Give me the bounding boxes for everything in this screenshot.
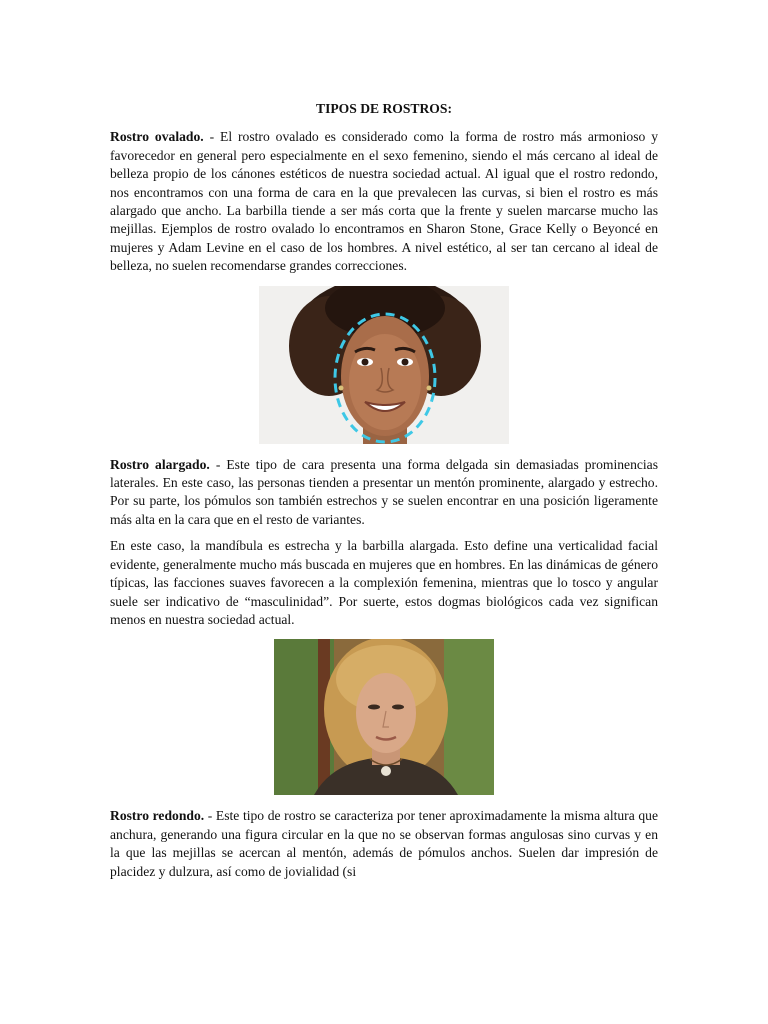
paragraph-alargado-1 bbox=[110, 456, 658, 530]
heading-rostro-ovalado: Rostro ovalado. bbox=[110, 129, 204, 145]
long-face-illustration bbox=[274, 639, 494, 795]
heading-rostro-redondo: Rostro redondo. bbox=[110, 808, 205, 824]
paragraph-ovalado bbox=[110, 128, 658, 275]
paragraph-alargado-2: En este caso, la mandíbula es estrecha y la barbilla alargada. Esto define una verticalidad facial evidente, generalmente mucho más buscada en mujeres que en hombres. En las dinámicas de género típicas, las facciones suaves favorecen a la complexión femenina, mientras que lo tosco y angular suele ser indicativo de “masculinidad”. Por suerte, estos dogmas biológicos cada vez significan menos en nuestra sociedad actual. bbox=[110, 538, 658, 627]
paragraph-redondo bbox=[110, 807, 658, 881]
text-rostro-ovalado: - El rostro ovalado es considerado como la forma de rostro más armonioso y favorecedor en general pero especialmente en el sexo femenino, siendo el más cercano al ideal de belleza propio de los cánones estéticos de nuestra sociedad actual. Al igual que el rostro redondo, nos encontramos con una forma de cara en la que prevalecen las curvas, si bien el rostro es más alargado que ancho. La barbilla tiende a ser más corta que la frente y suelen marcarse mucho las mejillas. Ejemplos de rostro ovalado lo encontramos en Sharon Stone, Grace Kelly o Beyoncé en mujeres y Adam Levine en el caso de los hombres. A nivel estético, al ser tan cercano al ideal de belleza, no suelen recomendarse grandes correcciones. bbox=[110, 129, 658, 274]
document-title: TIPOS DE ROSTROS: bbox=[316, 101, 452, 116]
text-rostro-alargado-1: - Este tipo de cara presenta una forma delgada sin demasiadas prominencias laterales. En este caso, las personas tienden a presentar un mentón prominente, alargado y estrecho. Por su parte, los pómulos son también estrechos y se suelen encontrar en una posición ligeramente más alta en la cara que en el resto de variantes. bbox=[110, 456, 658, 527]
heading-rostro-alargado: Rostro alargado. bbox=[110, 456, 210, 472]
photo-oval-face bbox=[259, 286, 509, 444]
photo-long-face bbox=[274, 639, 494, 795]
text-rostro-redondo: - Este tipo de rostro se caracteriza por tener aproximadamente la misma altura que anchura, generando una figura circular en la que no se observan formas angulosas sino curvas y en la que las mejillas se acercan al mentón, además de pómulos anchos. Suelen dar impresión de placidez y dulzura, así como de jovialidad (si bbox=[110, 808, 658, 879]
oval-face-illustration bbox=[259, 286, 509, 444]
document-page bbox=[110, 100, 658, 891]
